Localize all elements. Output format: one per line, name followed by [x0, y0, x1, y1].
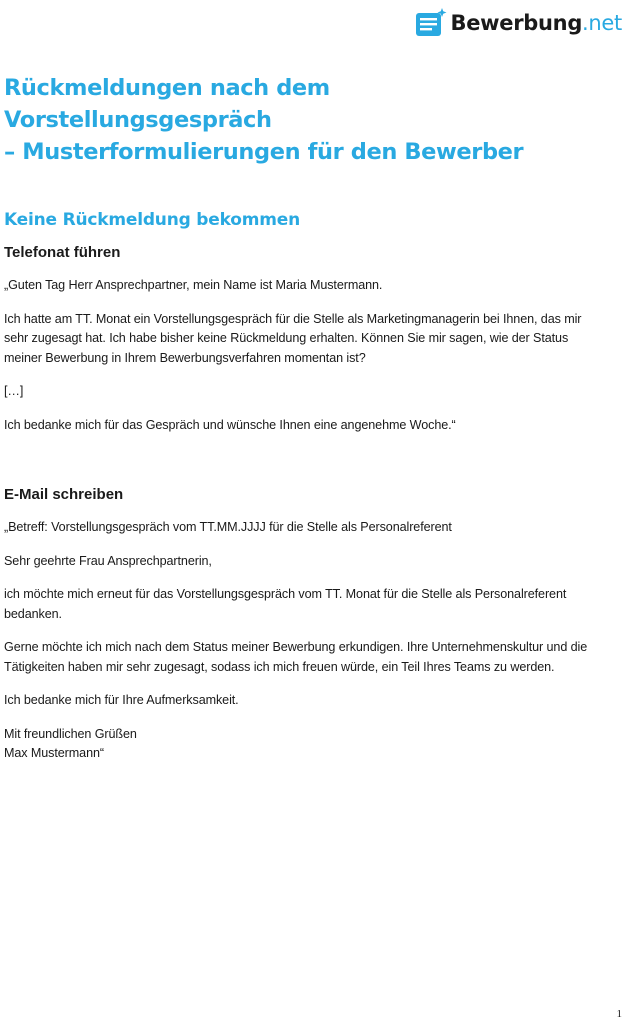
- phone-greeting: „Guten Tag Herr Ansprechpartner, mein Name ist Maria Mustermann.: [4, 278, 383, 292]
- page-title-line-1: Rückmeldungen nach dem Vorstellungsgespräch: [4, 75, 330, 133]
- page-title-line-2: – Musterformulierungen für den Bewerber: [4, 139, 524, 165]
- brand-wordmark: [451, 11, 622, 35]
- email-signature: Max Mustermann“: [4, 746, 104, 760]
- document-body: [4, 72, 604, 764]
- email-salutation: Sehr geehrte Frau Ansprechpartnerin,: [4, 553, 212, 568]
- email-subject: „Betreff: Vorstellungsgespräch vom TT.MM.JJJJ für die Stelle als Personalreferent: [4, 520, 452, 534]
- page-number: 1: [616, 1008, 622, 1020]
- brand-logo: [415, 4, 622, 42]
- email-signoff: [4, 725, 604, 764]
- brand-tld: .net: [582, 11, 622, 35]
- phone-ellipsis: […]: [4, 384, 24, 398]
- document-sparkle-icon: [415, 7, 447, 39]
- brand-name: Bewerbung: [450, 11, 583, 35]
- email-paragraph-attention: Ich bedanke mich für Ihre Aufmerksamkeit.: [4, 693, 239, 707]
- email-heading: E-Mail schreiben: [4, 486, 124, 503]
- email-paragraph-thanks: ich möchte mich erneut für das Vorstellungsgespräch vom TT. Monat für die Stelle als Personalreferent bedanken.: [4, 587, 567, 621]
- phone-call-heading: Telefonat führen: [4, 244, 121, 261]
- section-heading: Keine Rückmeldung bekommen: [4, 210, 300, 230]
- phone-request: Ich hatte am TT. Monat ein Vorstellungsgespräch für die Stelle als Marketingmanagerin bei Ihnen, das mir sehr zugesagt hat. Ich habe bisher keine Rückmeldung erhalten. Können Sie mir sagen, wie der Status meiner Bewerbung in Ihrem Bewerbungsverfahren momentan ist?: [4, 311, 582, 365]
- phone-closing: Ich bedanke mich für das Gespräch und wünsche Ihnen eine angenehme Woche.“: [4, 417, 456, 432]
- email-closing: Mit freundlichen Grüßen: [4, 726, 137, 741]
- email-paragraph-status: Gerne möchte ich mich nach dem Status meiner Bewerbung erkundigen. Ihre Unternehmenskultur und die Tätigkeiten haben mir sehr zugesagt, sodass ich mich freuen würde, ein Teil Ihres Teams zu werden.: [4, 640, 588, 674]
- page-title: [4, 72, 604, 168]
